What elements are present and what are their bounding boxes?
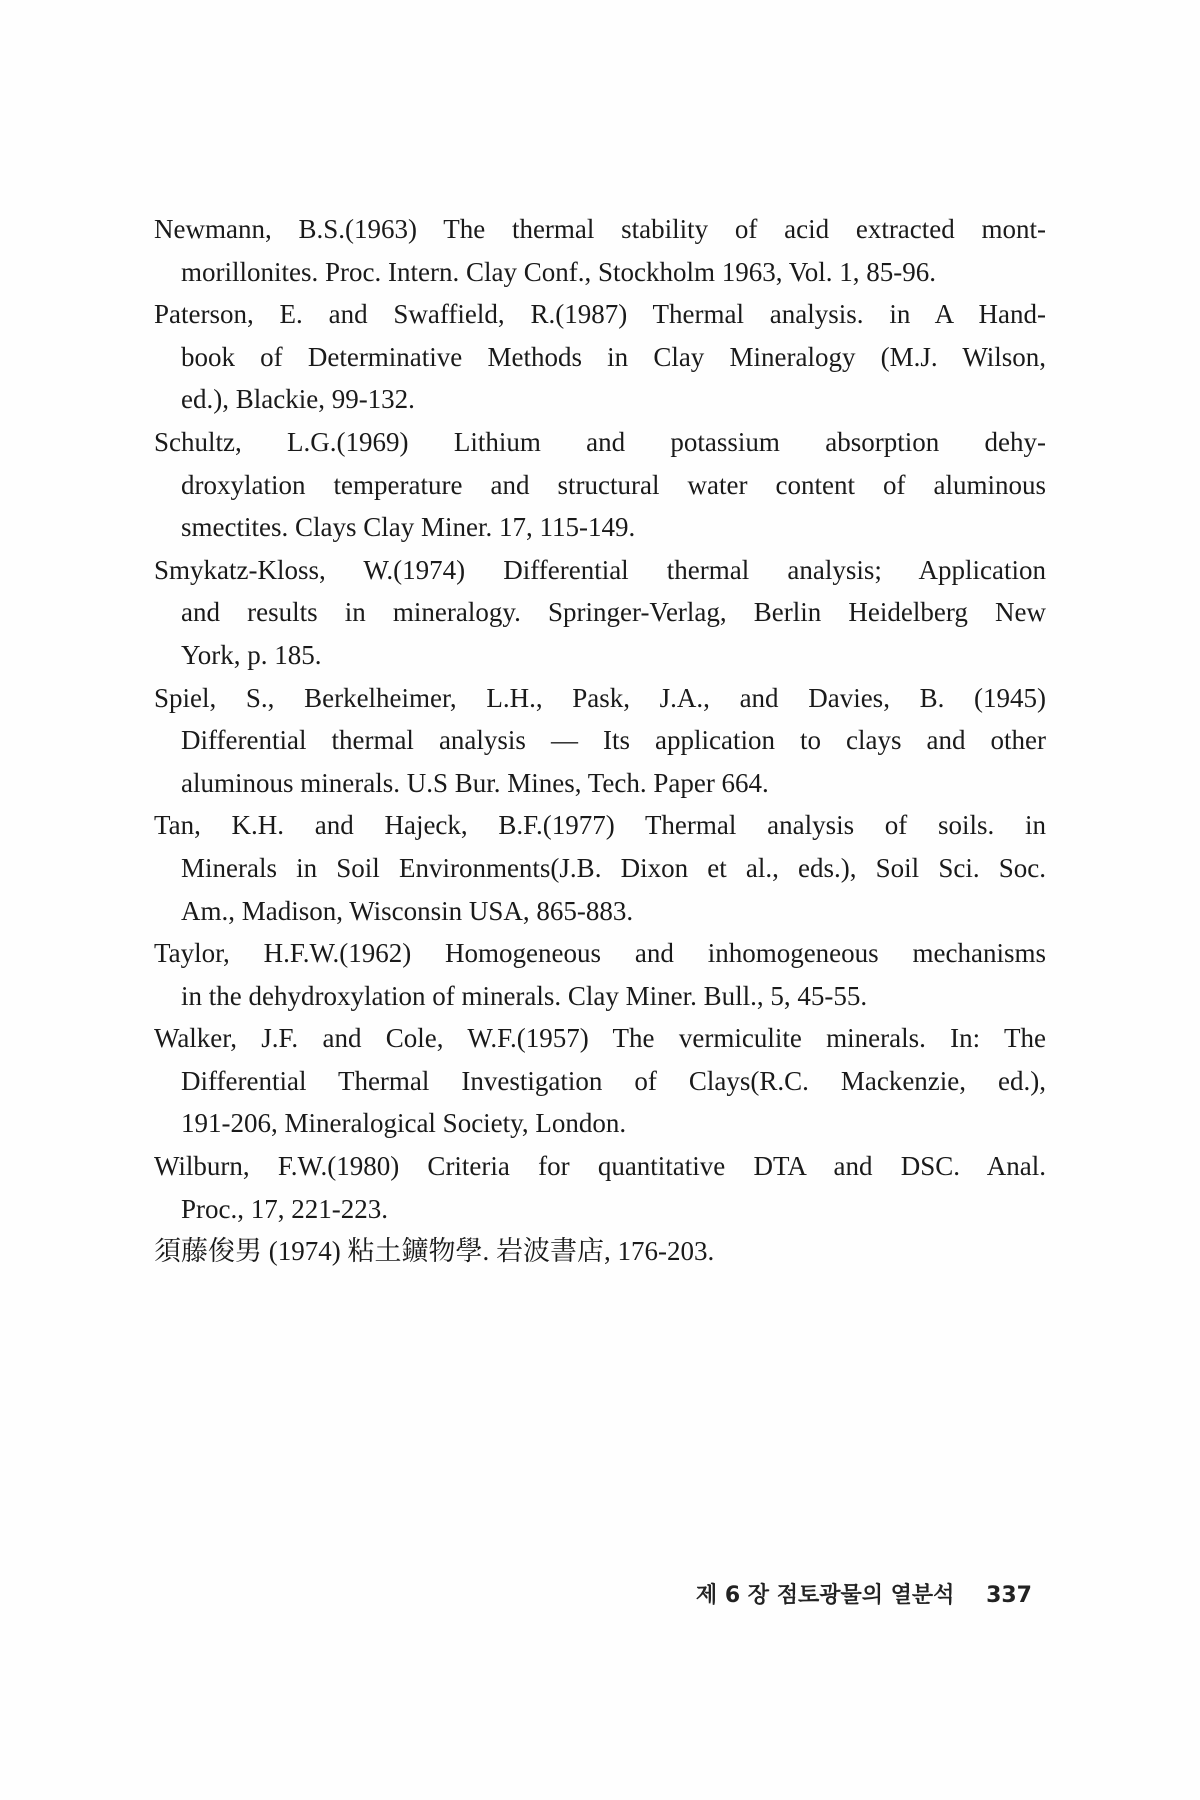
reference-line: aluminous minerals. U.S Bur. Mines, Tech. Paper 664. — [181, 767, 769, 798]
reference-entry — [154, 549, 1046, 677]
reference-line: York, p. 185. — [181, 639, 322, 670]
reference-line: Am., Madison, Wisconsin USA, 865-883. — [181, 895, 634, 926]
reference-line: Paterson, E. and Swaffield, R.(1987) Thermal analysis. in A Hand- — [154, 299, 1046, 330]
reference-entry — [154, 1145, 1046, 1230]
reference-line: Spiel, S., Berkelheimer, L.H., Pask, J.A., and Davies, B. (1945) — [154, 682, 1046, 713]
page-footer — [696, 1578, 1032, 1609]
page-number: 337 — [986, 1583, 1032, 1608]
reference-entry — [154, 932, 1046, 1017]
reference-entry — [154, 208, 1046, 293]
reference-line: Tan, K.H. and Hajeck, B.F.(1977) Thermal analysis of soils. in — [154, 810, 1046, 841]
reference-line: Minerals in Soil Environments(J.B. Dixon et al., eds.), Soil Sci. Soc. — [181, 852, 1046, 883]
reference-entry — [154, 1230, 1046, 1273]
reference-entry — [154, 804, 1046, 932]
reference-line: Wilburn, F.W.(1980) Criteria for quantitative DTA and DSC. Anal. — [154, 1151, 1046, 1182]
reference-line: morillonites. Proc. Intern. Clay Conf., Stockholm 1963, Vol. 1, 85-96. — [181, 256, 936, 287]
reference-line: ed.), Blackie, 99-132. — [181, 384, 415, 415]
reference-line: Proc., 17, 221-223. — [181, 1193, 388, 1224]
reference-line: Walker, J.F. and Cole, W.F.(1957) The vermiculite minerals. In: The — [154, 1023, 1046, 1054]
reference-line: 191-206, Mineralogical Society, London. — [181, 1108, 627, 1139]
reference-line: 須藤俊男 (1974) 粘土鑛物學. 岩波書店, 176-203. — [154, 1236, 715, 1267]
reference-line: Schultz, L.G.(1969) Lithium and potassium absorption dehy- — [154, 426, 1046, 457]
reference-line: Differential thermal analysis — Its application to clays and other — [181, 725, 1046, 756]
reference-line: Smykatz-Kloss, W.(1974) Differential thermal analysis; Application — [154, 554, 1046, 585]
reference-line: Differential Thermal Investigation of Clays(R.C. Mackenzie, ed.), — [181, 1065, 1046, 1096]
reference-line: Taylor, H.F.W.(1962) Homogeneous and inhomogeneous mechanisms — [154, 938, 1046, 969]
reference-line: and results in mineralogy. Springer-Verlag, Berlin Heidelberg New — [181, 597, 1046, 628]
chapter-title: 제 6 장 점토광물의 열분석 — [695, 1583, 955, 1608]
reference-entry — [154, 421, 1046, 549]
reference-line: book of Determinative Methods in Clay Mineralogy (M.J. Wilson, — [181, 341, 1046, 372]
reference-line: Newmann, B.S.(1963) The thermal stability of acid extracted mont- — [154, 214, 1046, 244]
reference-entry — [154, 293, 1046, 421]
reference-line: in the dehydroxylation of minerals. Clay Miner. Bull., 5, 45-55. — [181, 980, 868, 1011]
reference-list — [154, 208, 1046, 1273]
reference-line: smectites. Clays Clay Miner. 17, 115-149. — [181, 512, 636, 543]
reference-entry — [154, 677, 1046, 805]
reference-line: droxylation temperature and structural water content of aluminous — [181, 469, 1046, 500]
reference-entry — [154, 1017, 1046, 1145]
